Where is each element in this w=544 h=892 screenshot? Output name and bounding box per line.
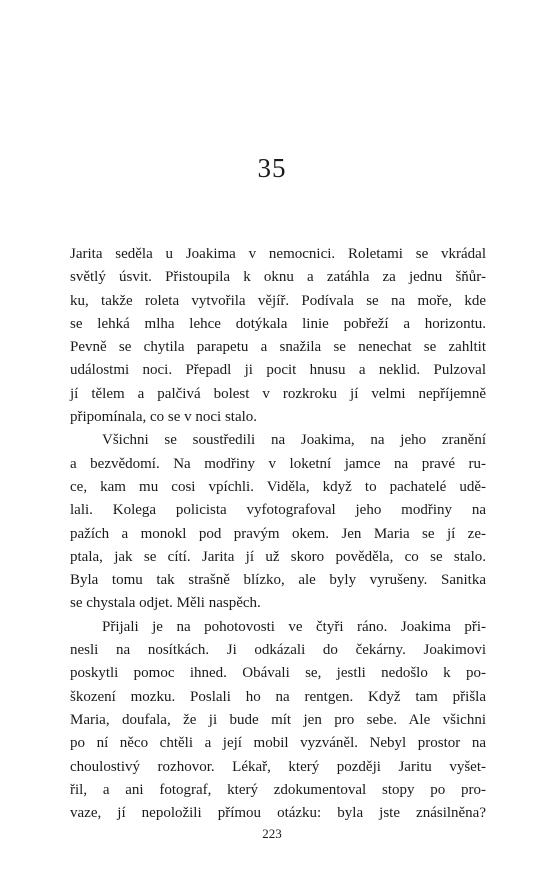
body-text [70,243,486,825]
paragraph-1 [70,243,486,429]
text-line: připomínala, co se v noci stalo. [70,409,258,426]
text-line: po ní něco chtěli a její mobil vyzváněl. Nebyl prostor na [70,735,486,752]
text-line: světlý úsvit. Přistoupila k oknu a zatáhla za jednu šňůr- [70,269,486,286]
text-line: a bezvědomí. Na modřiny v loketní jamce na pravé ru- [70,455,486,472]
text-line: Byla tomu tak strašně blízko, ale byly vyrušeny. Sanitka [70,572,486,589]
text-line: ptala, jak se cítí. Jarita jí už skoro pověděla, co se stalo. [70,548,486,565]
text-line: se chystala odjet. Měli naspěch. [70,595,261,612]
text-line: Pevně se chytila parapetu a snažila se nenechat se zahltit [70,339,486,356]
text-line: choulostivý rozhovor. Lékař, který později Jaritu vyšet- [70,758,486,775]
text-line: pažích a monokl pod pravým okem. Jen Maria se jí ze- [70,525,486,542]
text-line: vaze, jí nepoložili přímou otázku: byla jste znásilněna? [70,805,486,822]
text-line: jí tělem a palčivá bolest v rozkroku jí velmi nepříjemně [70,385,486,402]
text-line: Maria, doufala, že ji bude mít jen pro sebe. Ale všichni [70,711,486,728]
text-line: ce, kam mu cosi vpíchli. Viděla, když to pachatelé udě- [70,478,486,495]
page-number: 223 [262,826,282,841]
text-line: událostmi noci. Přepadl ji pocit hnusu a neklid. Pulzoval [70,362,486,379]
text-line: Všichni se soustředili na Joakima, na jeho zranění [102,432,486,449]
text-line: Přijali je na pohotovosti ve čtyři ráno. Joakima při- [102,618,486,635]
paragraph-3 [70,616,486,826]
paragraph-2 [70,429,486,615]
text-line: se lehká mlha lehce dotýkala linie pobřeží a horizontu. [70,315,486,332]
chapter-number: 35 [257,153,287,183]
text-line: lali. Kolega policista vyfotografoval jeho modřiny na [70,502,486,519]
text-line: řil, a ani fotograf, který zdokumentoval stopy po pro- [70,781,486,798]
text-line: poskytli pomoc ihned. Obávali se, jestli nedošlo k po- [70,665,486,682]
text-line: nesli na nosítkách. Ji odkázali do čekárny. Joakimovi [70,642,486,659]
text-line: Jarita seděla u Joakima v nemocnici. Roletami se vkrádal [70,246,486,262]
text-line: škození mozku. Poslali ho na rentgen. Když tam přišla [70,688,486,705]
text-line: ku, takže roleta vytvořila vějíř. Podívala se na moře, kde [70,292,486,309]
